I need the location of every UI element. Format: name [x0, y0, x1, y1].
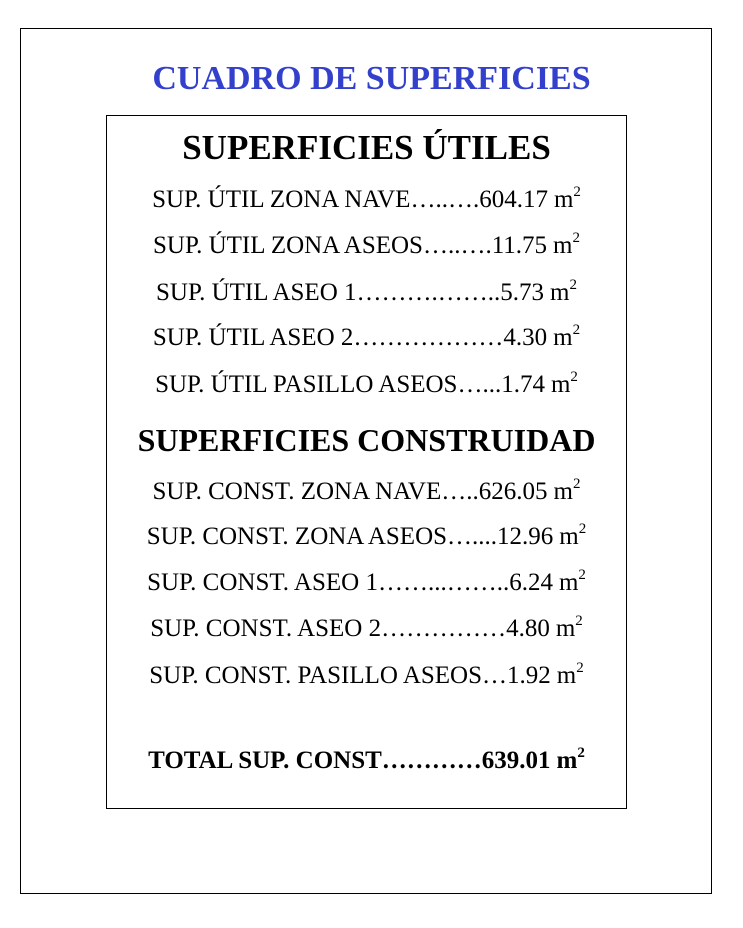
row-util-zona-aseos: [106, 230, 627, 262]
unit-exponent: 2: [578, 566, 586, 583]
unit: m: [553, 478, 573, 505]
row-const-zona-aseos: [106, 521, 627, 553]
unit: m: [550, 371, 571, 398]
row-label: SUP. CONST. ZONA ASEOS…....12.96: [146, 523, 554, 550]
row-util-aseo-2: [106, 322, 627, 354]
row-label: SUP. CONST. ASEO 1……...……..6.24: [147, 569, 553, 596]
unit-exponent: 2: [575, 612, 583, 629]
unit: m: [553, 324, 573, 351]
unit: m: [556, 747, 578, 774]
surface-table-frame: [106, 115, 627, 809]
unit: m: [558, 569, 579, 596]
unit: m: [559, 523, 579, 550]
page-title: CUADRO DE SUPERFICIES: [152, 60, 591, 97]
unit-exponent: 2: [569, 276, 577, 293]
row-const-pasillo-aseos: [106, 660, 627, 692]
row-util-aseo-1: [106, 277, 627, 309]
row-util-zona-nave: [106, 184, 627, 216]
unit: m: [555, 615, 576, 642]
unit-exponent: 2: [573, 183, 581, 200]
row-const-aseo-2: [106, 613, 627, 645]
unit-exponent: 2: [578, 520, 587, 537]
unit-exponent: 2: [572, 475, 581, 492]
section-title-utiles: SUPERFICIES ÚTILES: [182, 128, 551, 167]
total-label: TOTAL SUP. CONST…………639.01: [148, 747, 551, 774]
section-title-construidas: SUPERFICIES CONSTRUIDAD: [137, 422, 596, 458]
row-label: SUP. ÚTIL ZONA NAVE…..….604.17: [152, 186, 548, 213]
row-const-zona-nave: [106, 476, 627, 508]
row-label: SUP. CONST. ASEO 2……………4.80: [150, 615, 550, 642]
unit-exponent: 2: [572, 321, 581, 338]
row-label: SUP. ÚTIL ZONA ASEOS…..….11.75: [153, 232, 548, 259]
unit-exponent: 2: [576, 659, 584, 676]
unit: m: [550, 279, 570, 306]
row-util-pasillo-aseos: [106, 369, 627, 401]
row-label: SUP. ÚTIL ASEO 1……….……..5.73: [156, 279, 545, 306]
unit-exponent: 2: [570, 368, 578, 385]
row-label: SUP. ÚTIL ASEO 2………………4.30: [152, 324, 548, 351]
unit-exponent: 2: [577, 744, 585, 761]
unit: m: [556, 662, 577, 689]
row-const-aseo-1: [106, 567, 627, 599]
unit: m: [553, 186, 574, 213]
row-label: SUP. CONST. PASILLO ASEOS…1.92: [149, 662, 551, 689]
unit: m: [553, 232, 573, 259]
row-label: SUP. ÚTIL PASILLO ASEOS…...1.74: [155, 371, 545, 398]
unit-exponent: 2: [572, 229, 580, 246]
row-label: SUP. CONST. ZONA NAVE…..626.05: [152, 478, 548, 505]
row-total-const: [106, 745, 627, 777]
